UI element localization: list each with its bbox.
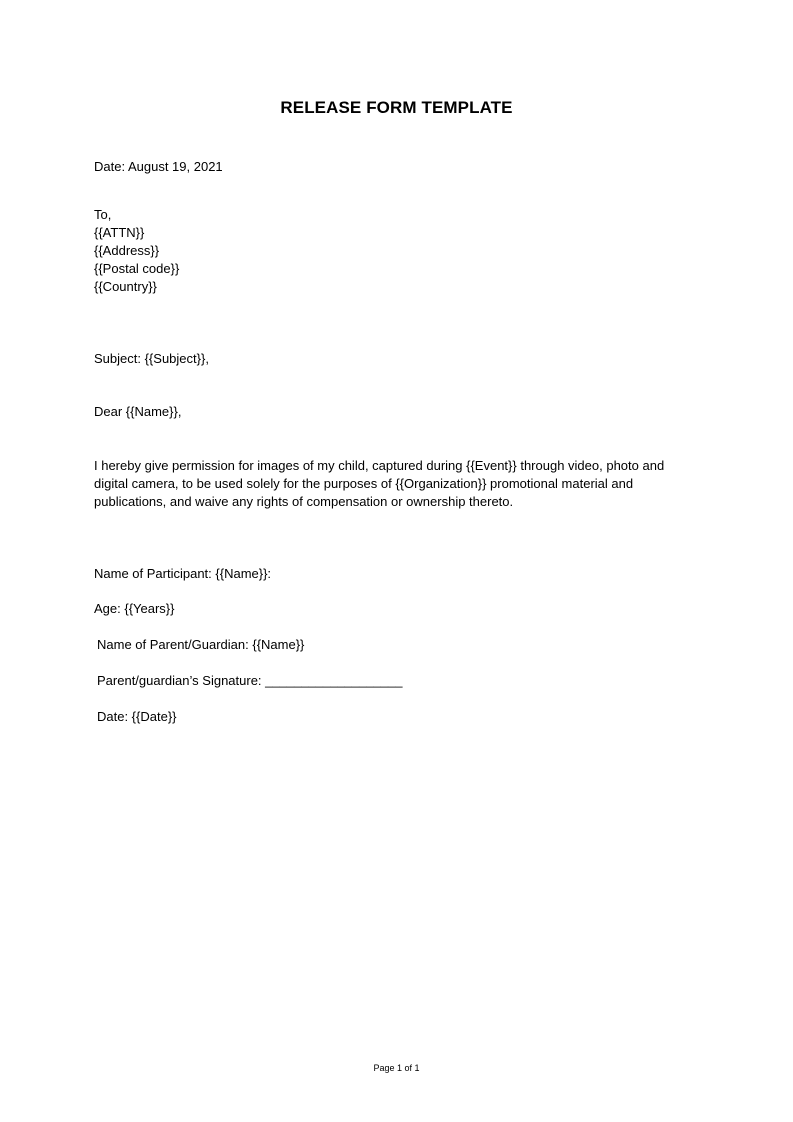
parent-name-field: Name of Parent/Guardian: {{Name}}	[97, 637, 305, 652]
date-line: Date: August 19, 2021	[94, 159, 223, 174]
date-field: Date: {{Date}}	[97, 709, 177, 724]
signature-field: Parent/guardian’s Signature: ___________________	[97, 673, 403, 688]
age-field: Age: {{Years}}	[94, 601, 175, 616]
recipient-country: {{Country}}	[94, 279, 157, 294]
page-number: Page 1 of 1	[373, 1063, 420, 1073]
recipient-attn: {{ATTN}}	[94, 225, 145, 240]
body-line: I hereby give permission for images of my child, captured during {{Event}} through video, photo and	[94, 458, 665, 473]
body-paragraph	[94, 457, 704, 511]
salutation: Dear {{Name}},	[94, 404, 182, 419]
recipient-address: {{Address}}	[94, 243, 160, 258]
body-line: publications, and waive any rights of compensation or ownership thereto.	[94, 494, 514, 509]
participant-field: Name of Participant: {{Name}}:	[94, 566, 272, 581]
recipient-postal-code: {{Postal code}}	[94, 261, 180, 276]
recipient-to: To,	[94, 207, 112, 222]
body-line: digital camera, to be used solely for the purposes of {{Organization}} promotional material and	[94, 476, 634, 491]
document-title: RELEASE FORM TEMPLATE	[280, 98, 513, 117]
subject-line: Subject: {{Subject}},	[94, 351, 209, 366]
